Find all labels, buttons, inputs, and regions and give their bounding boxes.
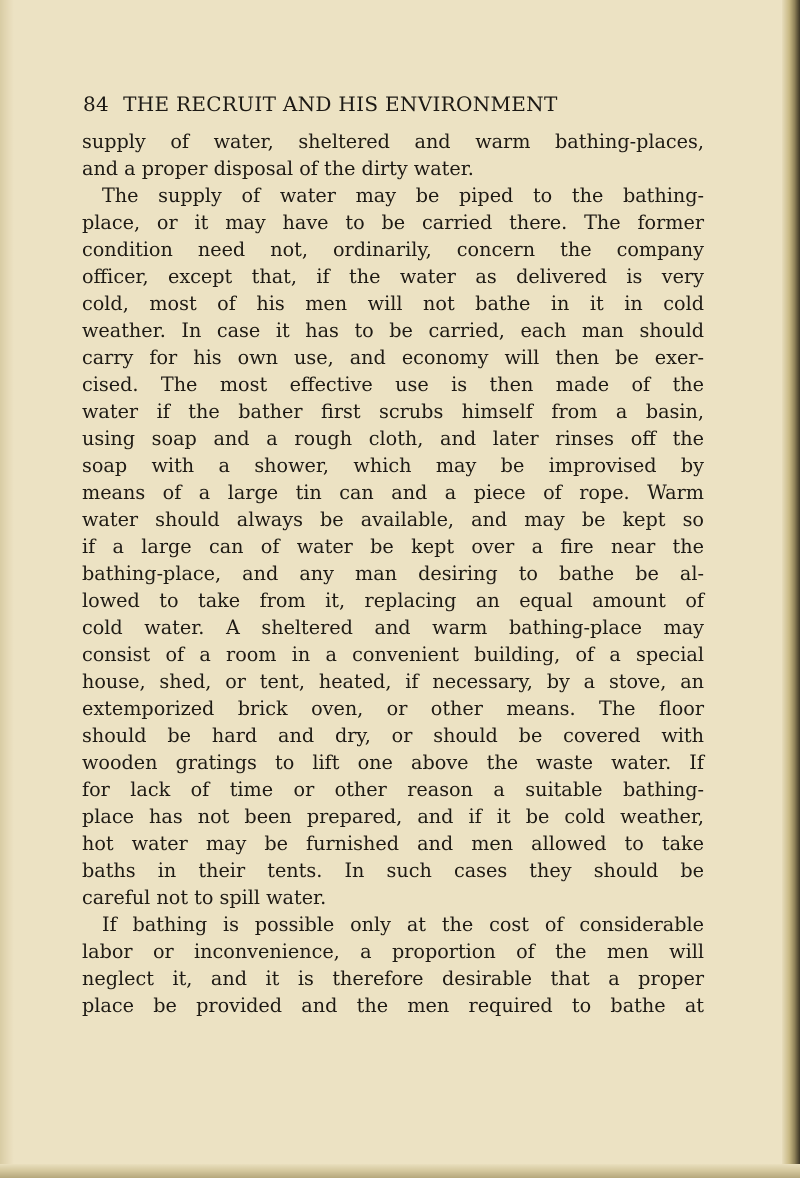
text-line: water should always be available, and may be kept so (82, 508, 704, 531)
text-line: condition need not, ordinarily, concern the company (82, 238, 704, 261)
text-line: place has not been prepared, and if it be cold weather, (82, 805, 704, 828)
text-line: lowed to take from it, replacing an equal amount of (82, 589, 704, 612)
text-line: soap with a shower, which may be improvised by (82, 454, 704, 477)
text-line: cold, most of his men will not bathe in it in cold (82, 292, 704, 315)
body-text (82, 128, 704, 1019)
binding-gutter (0, 0, 14, 1178)
text-line: using soap and a rough cloth, and later rinses off the (82, 427, 704, 450)
page-number: 84 (83, 92, 110, 116)
text-line: The supply of water may be piped to the bathing- (102, 184, 704, 207)
text-line: if a large can of water be kept over a fire near the (82, 535, 704, 558)
text-line: labor or inconvenience, a proportion of the men will (82, 940, 704, 963)
text-line: neglect it, and it is therefore desirable that a proper (82, 967, 704, 990)
running-title: THE RECRUIT AND HIS ENVIRONMENT (123, 92, 558, 116)
running-header (83, 92, 704, 116)
text-line: wooden gratings to lift one above the waste water. If (82, 751, 704, 774)
text-line: should be hard and dry, or should be covered with (82, 724, 704, 747)
text-line: cised. The most effective use is then made of the (82, 373, 704, 396)
text-line: water if the bather first scrubs himself from a basin, (82, 400, 704, 423)
page-edge-bottom (0, 1164, 800, 1178)
text-line: for lack of time or other reason a suitable bathing- (82, 778, 704, 801)
text-line: If bathing is possible only at the cost of considerable (102, 913, 704, 936)
text-line: careful not to spill water. (82, 886, 327, 909)
text-line: means of a large tin can and a piece of rope. Warm (82, 481, 704, 504)
text-line: place be provided and the men required to bathe at (82, 994, 704, 1017)
page-edge-right (782, 0, 800, 1178)
text-line: weather. In case it has to be carried, each man should (82, 319, 704, 342)
text-line: carry for his own use, and economy will then be exer- (82, 346, 704, 369)
text-line: cold water. A sheltered and warm bathing-place may (82, 616, 704, 639)
text-line: and a proper disposal of the dirty water. (82, 157, 474, 180)
text-line: baths in their tents. In such cases they should be (82, 859, 704, 882)
text-line: supply of water, sheltered and warm bathing-places, (82, 130, 704, 153)
text-line: bathing-place, and any man desiring to bathe be al- (82, 562, 704, 585)
text-line: hot water may be furnished and men allowed to take (82, 832, 704, 855)
text-line: house, shed, or tent, heated, if necessary, by a stove, an (82, 670, 704, 693)
text-line: officer, except that, if the water as delivered is very (82, 265, 704, 288)
text-line: extemporized brick oven, or other means. The floor (82, 697, 704, 720)
text-line: consist of a room in a convenient building, of a special (82, 643, 704, 666)
text-line: place, or it may have to be carried there. The former (82, 211, 704, 234)
book-page (82, 92, 704, 1019)
